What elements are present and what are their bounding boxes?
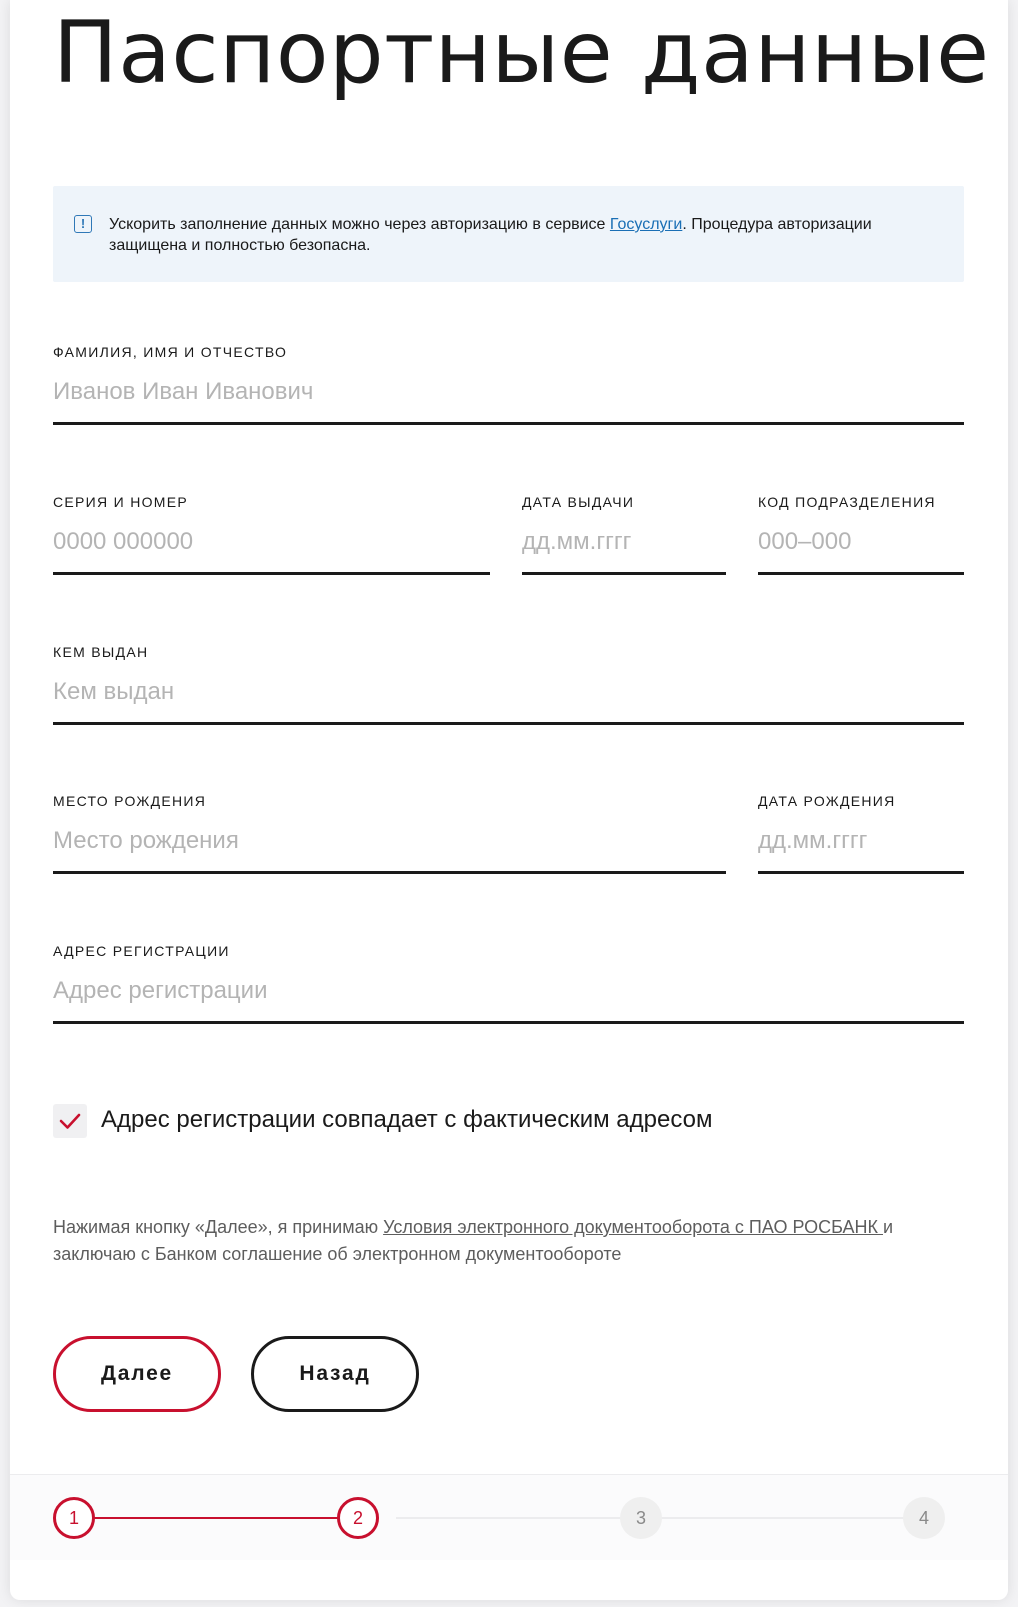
issued-by-underline — [53, 722, 964, 725]
series-underline — [53, 572, 490, 575]
issued-by-field[interactable] — [53, 644, 964, 710]
step-2: 2 — [337, 1497, 379, 1539]
series-input[interactable]: 0000 000000 — [53, 528, 194, 555]
birth-date-field[interactable] — [758, 793, 964, 859]
series-field[interactable] — [53, 494, 490, 560]
fio-underline — [53, 422, 964, 425]
terms-text-after: и заключаю с Банком соглашение об электронном документообороте — [53, 1217, 894, 1264]
birth-place-input[interactable]: Место рождения — [53, 827, 239, 854]
address-input[interactable]: Адрес регистрации — [53, 977, 268, 1004]
series-label: СЕРИЯ И НОМЕР — [53, 494, 189, 510]
stepper-line-remaining — [396, 1517, 930, 1519]
address-underline — [53, 1021, 964, 1024]
birth-place-field[interactable] — [53, 793, 726, 859]
stepper-line-completed — [92, 1517, 360, 1519]
info-icon: ! — [74, 215, 92, 233]
form-card — [10, 0, 1008, 1600]
terms-text-before: Нажимая кнопку «Далее», я принимаю — [53, 1217, 384, 1237]
birth-place-underline — [53, 871, 726, 874]
step-4: 4 — [903, 1497, 945, 1539]
info-text — [109, 214, 929, 256]
birth-date-label: ДАТА РОЖДЕНИЯ — [758, 793, 896, 809]
issue-date-input[interactable]: дд.мм.гггг — [522, 528, 632, 555]
info-text-before: Ускорить заполнение данных можно через авторизацию в сервисе — [109, 216, 610, 233]
issue-date-field[interactable] — [522, 494, 726, 560]
birth-date-underline — [758, 871, 964, 874]
dept-code-input[interactable]: 000–000 — [758, 528, 852, 555]
issued-by-label: КЕМ ВЫДАН — [53, 644, 149, 660]
back-button[interactable]: Назад — [251, 1336, 419, 1412]
info-banner — [53, 186, 964, 282]
address-match-checkbox[interactable] — [53, 1104, 87, 1138]
checkmark-icon — [53, 1104, 87, 1138]
address-label: АДРЕС РЕГИСТРАЦИИ — [53, 943, 230, 959]
page-title: Паспортные данные — [53, 3, 990, 103]
step-3: 3 — [620, 1497, 662, 1539]
step-1: 1 — [53, 1497, 95, 1539]
dept-code-field[interactable] — [758, 494, 964, 560]
terms-link[interactable]: Условия электронного документооборота с ПАО РОСБАНК — [383, 1217, 883, 1237]
birth-date-input[interactable]: дд.мм.гггг — [758, 827, 868, 854]
fio-label: ФАМИЛИЯ, ИМЯ И ОТЧЕСТВО — [53, 344, 288, 360]
issue-date-underline — [522, 572, 726, 575]
birth-place-label: МЕСТО РОЖДЕНИЯ — [53, 793, 207, 809]
issue-date-label: ДАТА ВЫДАЧИ — [522, 494, 635, 510]
address-match-label[interactable]: Адрес регистрации совпадает с фактическим адресом — [101, 1106, 713, 1133]
dept-code-underline — [758, 572, 964, 575]
terms-text — [53, 1214, 933, 1268]
issued-by-input[interactable]: Кем выдан — [53, 678, 175, 705]
progress-stepper — [10, 1474, 1008, 1560]
gosuslugi-link[interactable]: Госуслуги — [609, 216, 683, 233]
dept-code-label: КОД ПОДРАЗДЕЛЕНИЯ — [758, 494, 936, 510]
info-text-after: . Процедура авторизации защищена и полностью безопасна. — [109, 216, 872, 254]
fio-field[interactable] — [53, 344, 964, 410]
address-field[interactable] — [53, 943, 964, 1009]
fio-input[interactable]: Иванов Иван Иванович — [53, 378, 314, 405]
next-button[interactable]: Далее — [53, 1336, 221, 1412]
